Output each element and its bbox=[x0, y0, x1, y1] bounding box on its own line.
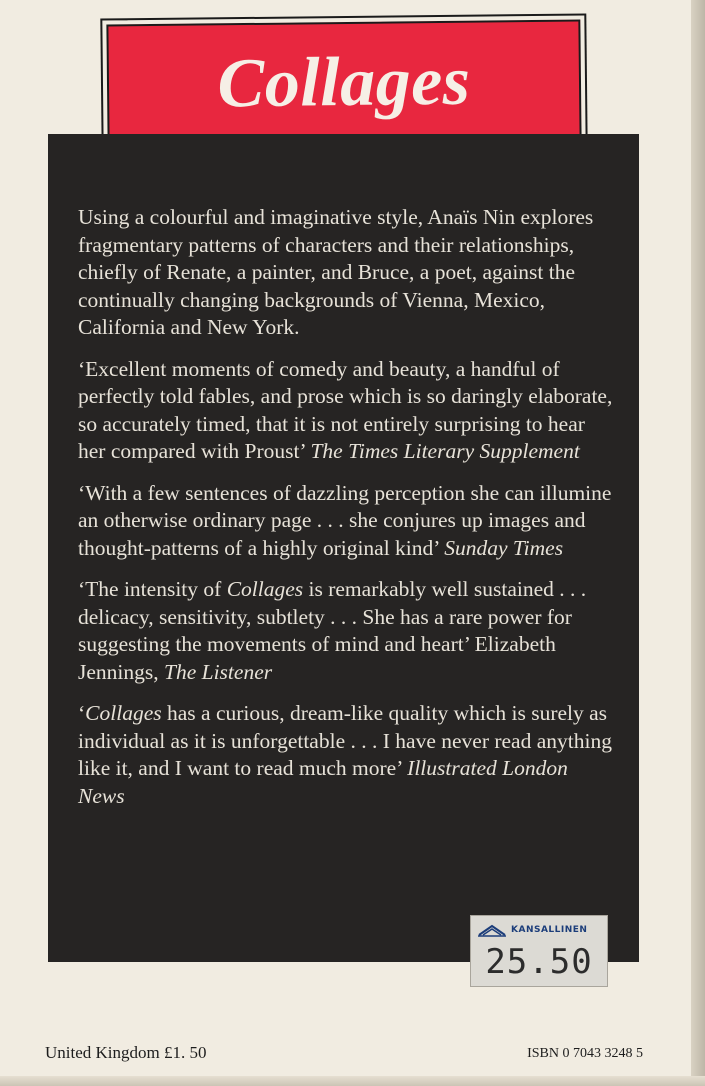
review-quote-3 bbox=[78, 576, 613, 686]
review-quote-1 bbox=[78, 356, 613, 466]
footer-price: United Kingdom £1. 50 bbox=[45, 1043, 207, 1062]
quote-2-source: Sunday Times bbox=[444, 535, 564, 560]
quote-4-source: Illustrated London News bbox=[78, 756, 568, 808]
sticker-header bbox=[477, 922, 601, 938]
quote-3-title: Collages bbox=[226, 577, 304, 601]
sticker-price: 25.50 bbox=[485, 942, 593, 982]
quote-4-text-before: ‘ bbox=[78, 701, 86, 725]
book-title: Collages bbox=[217, 42, 471, 123]
quote-3-text-after: is remarkably well sustained . . . delicacy, sensitivity, subtlety . . . She has a rare power for suggesting the movements of mind and heart’ Elizabeth Jennings, bbox=[78, 577, 587, 684]
quote-3-text-before: ‘The intensity of bbox=[78, 577, 227, 601]
book-description: Using a colourful and imaginative style, Anaïs Nin explores fragmentary patterns of characters and their relationships, chiefly of Renate, a painter, and Bruce, a poet, against the continually changing backgrounds of Vienna, Mexico, California and New York. bbox=[78, 205, 594, 339]
quote-4-text-after: has a curious, dream-like quality which is surely as individual as it is unforgettable . . . I have never read anything like it, and I want to read much more’ bbox=[78, 701, 612, 780]
quote-3-source: The Listener bbox=[164, 659, 273, 684]
review-quote-4 bbox=[78, 700, 613, 810]
cover-bottom-edge bbox=[0, 1076, 705, 1086]
review-quote-2 bbox=[78, 480, 613, 563]
price-sticker bbox=[470, 915, 608, 987]
cover-right-edge bbox=[691, 0, 705, 1086]
title-banner bbox=[106, 20, 581, 147]
sticker-shop-name: KANSALLINEN bbox=[511, 925, 588, 935]
blurb-panel bbox=[48, 134, 639, 962]
quote-4-title: Collages bbox=[85, 701, 162, 725]
book-logo-icon bbox=[477, 923, 507, 937]
quote-1-text: ‘Excellent moments of comedy and beauty, a handful of perfectly told fables, and prose which is so daringly elaborate, so accurately timed, that it is not entirely surprising to hear her compared with Proust’ bbox=[78, 356, 613, 463]
footer-isbn: ISBN 0 7043 3248 5 bbox=[527, 1046, 643, 1061]
quote-2-text: ‘With a few sentences of dazzling perception she can illumine an otherwise ordinary page . . . she conjures up images and thought-patterns of a highly original kind’ bbox=[78, 480, 612, 560]
quote-1-source: The Times Literary Supplement bbox=[310, 439, 580, 463]
